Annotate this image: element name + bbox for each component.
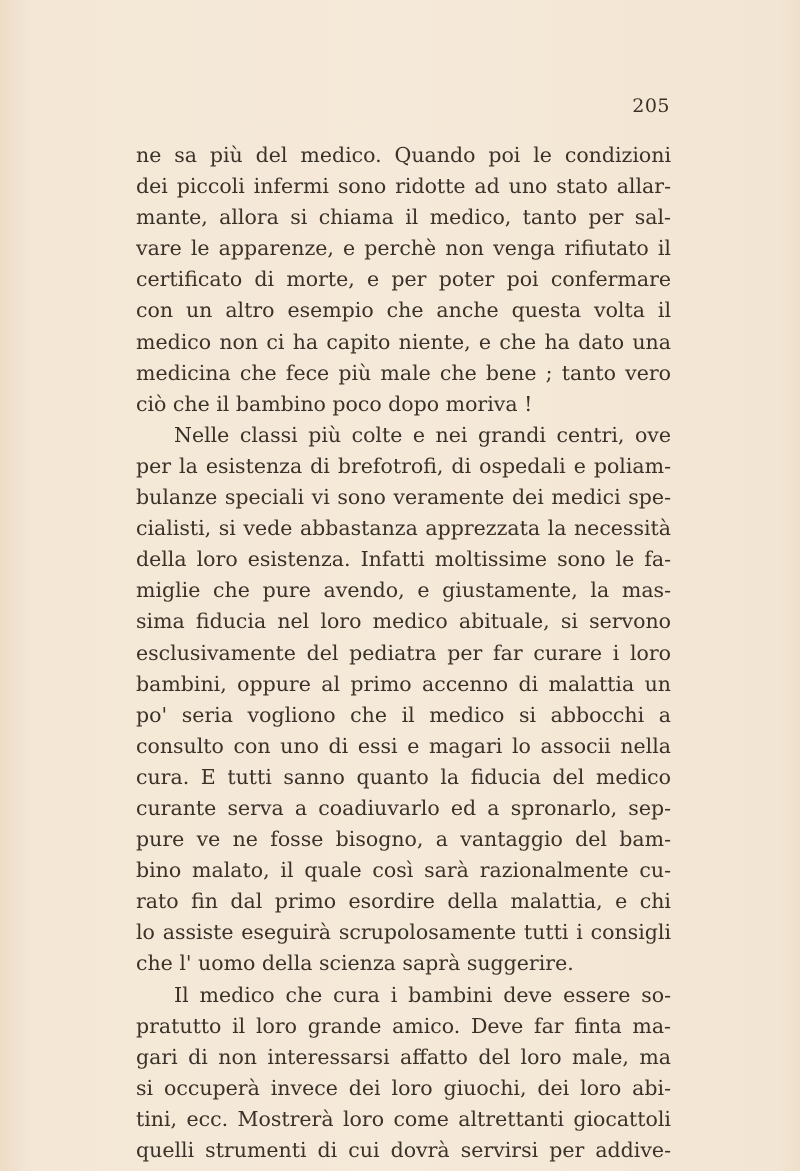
text-line: tini, ecc. Mostrerà loro come altrettanti giocattoli — [136, 1106, 671, 1131]
text-line: miglie che pure avendo, e giustamente, la mas- — [136, 578, 671, 603]
text-line: pratutto il loro grande amico. Deve far finta ma- — [136, 1013, 671, 1038]
text-line: cura. E tutti sanno quanto la fiducia del medico — [136, 764, 671, 789]
text-line: ne sa più del medico. Quando poi le condizioni — [136, 143, 671, 167]
text-line: dei piccoli infermi sono ridotte ad uno stato allar- — [136, 174, 671, 199]
text-line: mante, allora si chiama il medico, tanto per sal- — [136, 205, 671, 230]
text-line: bambini, oppure al primo accenno di malattia un — [136, 671, 671, 696]
text-line: per la esistenza di brefotrofi, di ospedali e poliam- — [136, 453, 671, 478]
text-line: certificato di morte, e per poter poi confermare — [136, 267, 671, 292]
text-line: pure ve ne fosse bisogno, a vantaggio del bam- — [136, 827, 671, 852]
page-number: 205 — [632, 95, 670, 117]
text-line: Nelle classi più colte e nei grandi centri, ove — [174, 422, 671, 447]
text-line: curante serva a coadiuvarlo ed a spronarlo, sep- — [136, 795, 671, 820]
text-line: si occuperà invece dei loro giuochi, dei loro abi- — [136, 1075, 671, 1100]
text-line: bino malato, il quale così sarà razionalmente cu- — [136, 858, 671, 883]
text-line: medico non ci ha capito niente, e che ha dato una — [136, 329, 671, 354]
text-line: che l' uomo della scienza saprà suggerire. — [136, 951, 574, 976]
text-line: gari di non interessarsi affatto del loro male, ma — [136, 1044, 671, 1069]
text-line: con un altro esempio che anche questa volta il — [136, 298, 671, 323]
text-line: Il medico che cura i bambini deve essere so- — [174, 982, 671, 1007]
text-line: cialisti, si vede abbastanza apprezzata la necessità — [136, 516, 671, 541]
text-line: po' seria vogliono che il medico si abbocchi a — [136, 702, 671, 727]
text-line: bulanze speciali vi sono veramente dei medici spe- — [136, 485, 671, 510]
text-line: vare le apparenze, e perchè non venga rifiutato il — [136, 236, 671, 261]
text-line: lo assiste eseguirà scrupolosamente tutti i consigli — [136, 920, 671, 945]
text-line: sima fiducia nel loro medico abituale, si servono — [136, 609, 671, 634]
text-line: consulto con uno di essi e magari lo associi nella — [136, 733, 671, 758]
body-text — [136, 140, 671, 1166]
text-line: ciò che il bambino poco dopo moriva ! — [136, 391, 533, 416]
text-line: quelli strumenti di cui dovrà servirsi per addive- — [136, 1138, 671, 1162]
text-line: esclusivamente del pediatra per far curare i loro — [136, 640, 671, 665]
text-line: medicina che fece più male che bene ; tanto vero — [136, 360, 671, 385]
text-line: rato fin dal primo esordire della malattia, e chi — [136, 889, 671, 914]
text-line: della loro esistenza. Infatti moltissime sono le fa- — [136, 547, 671, 572]
